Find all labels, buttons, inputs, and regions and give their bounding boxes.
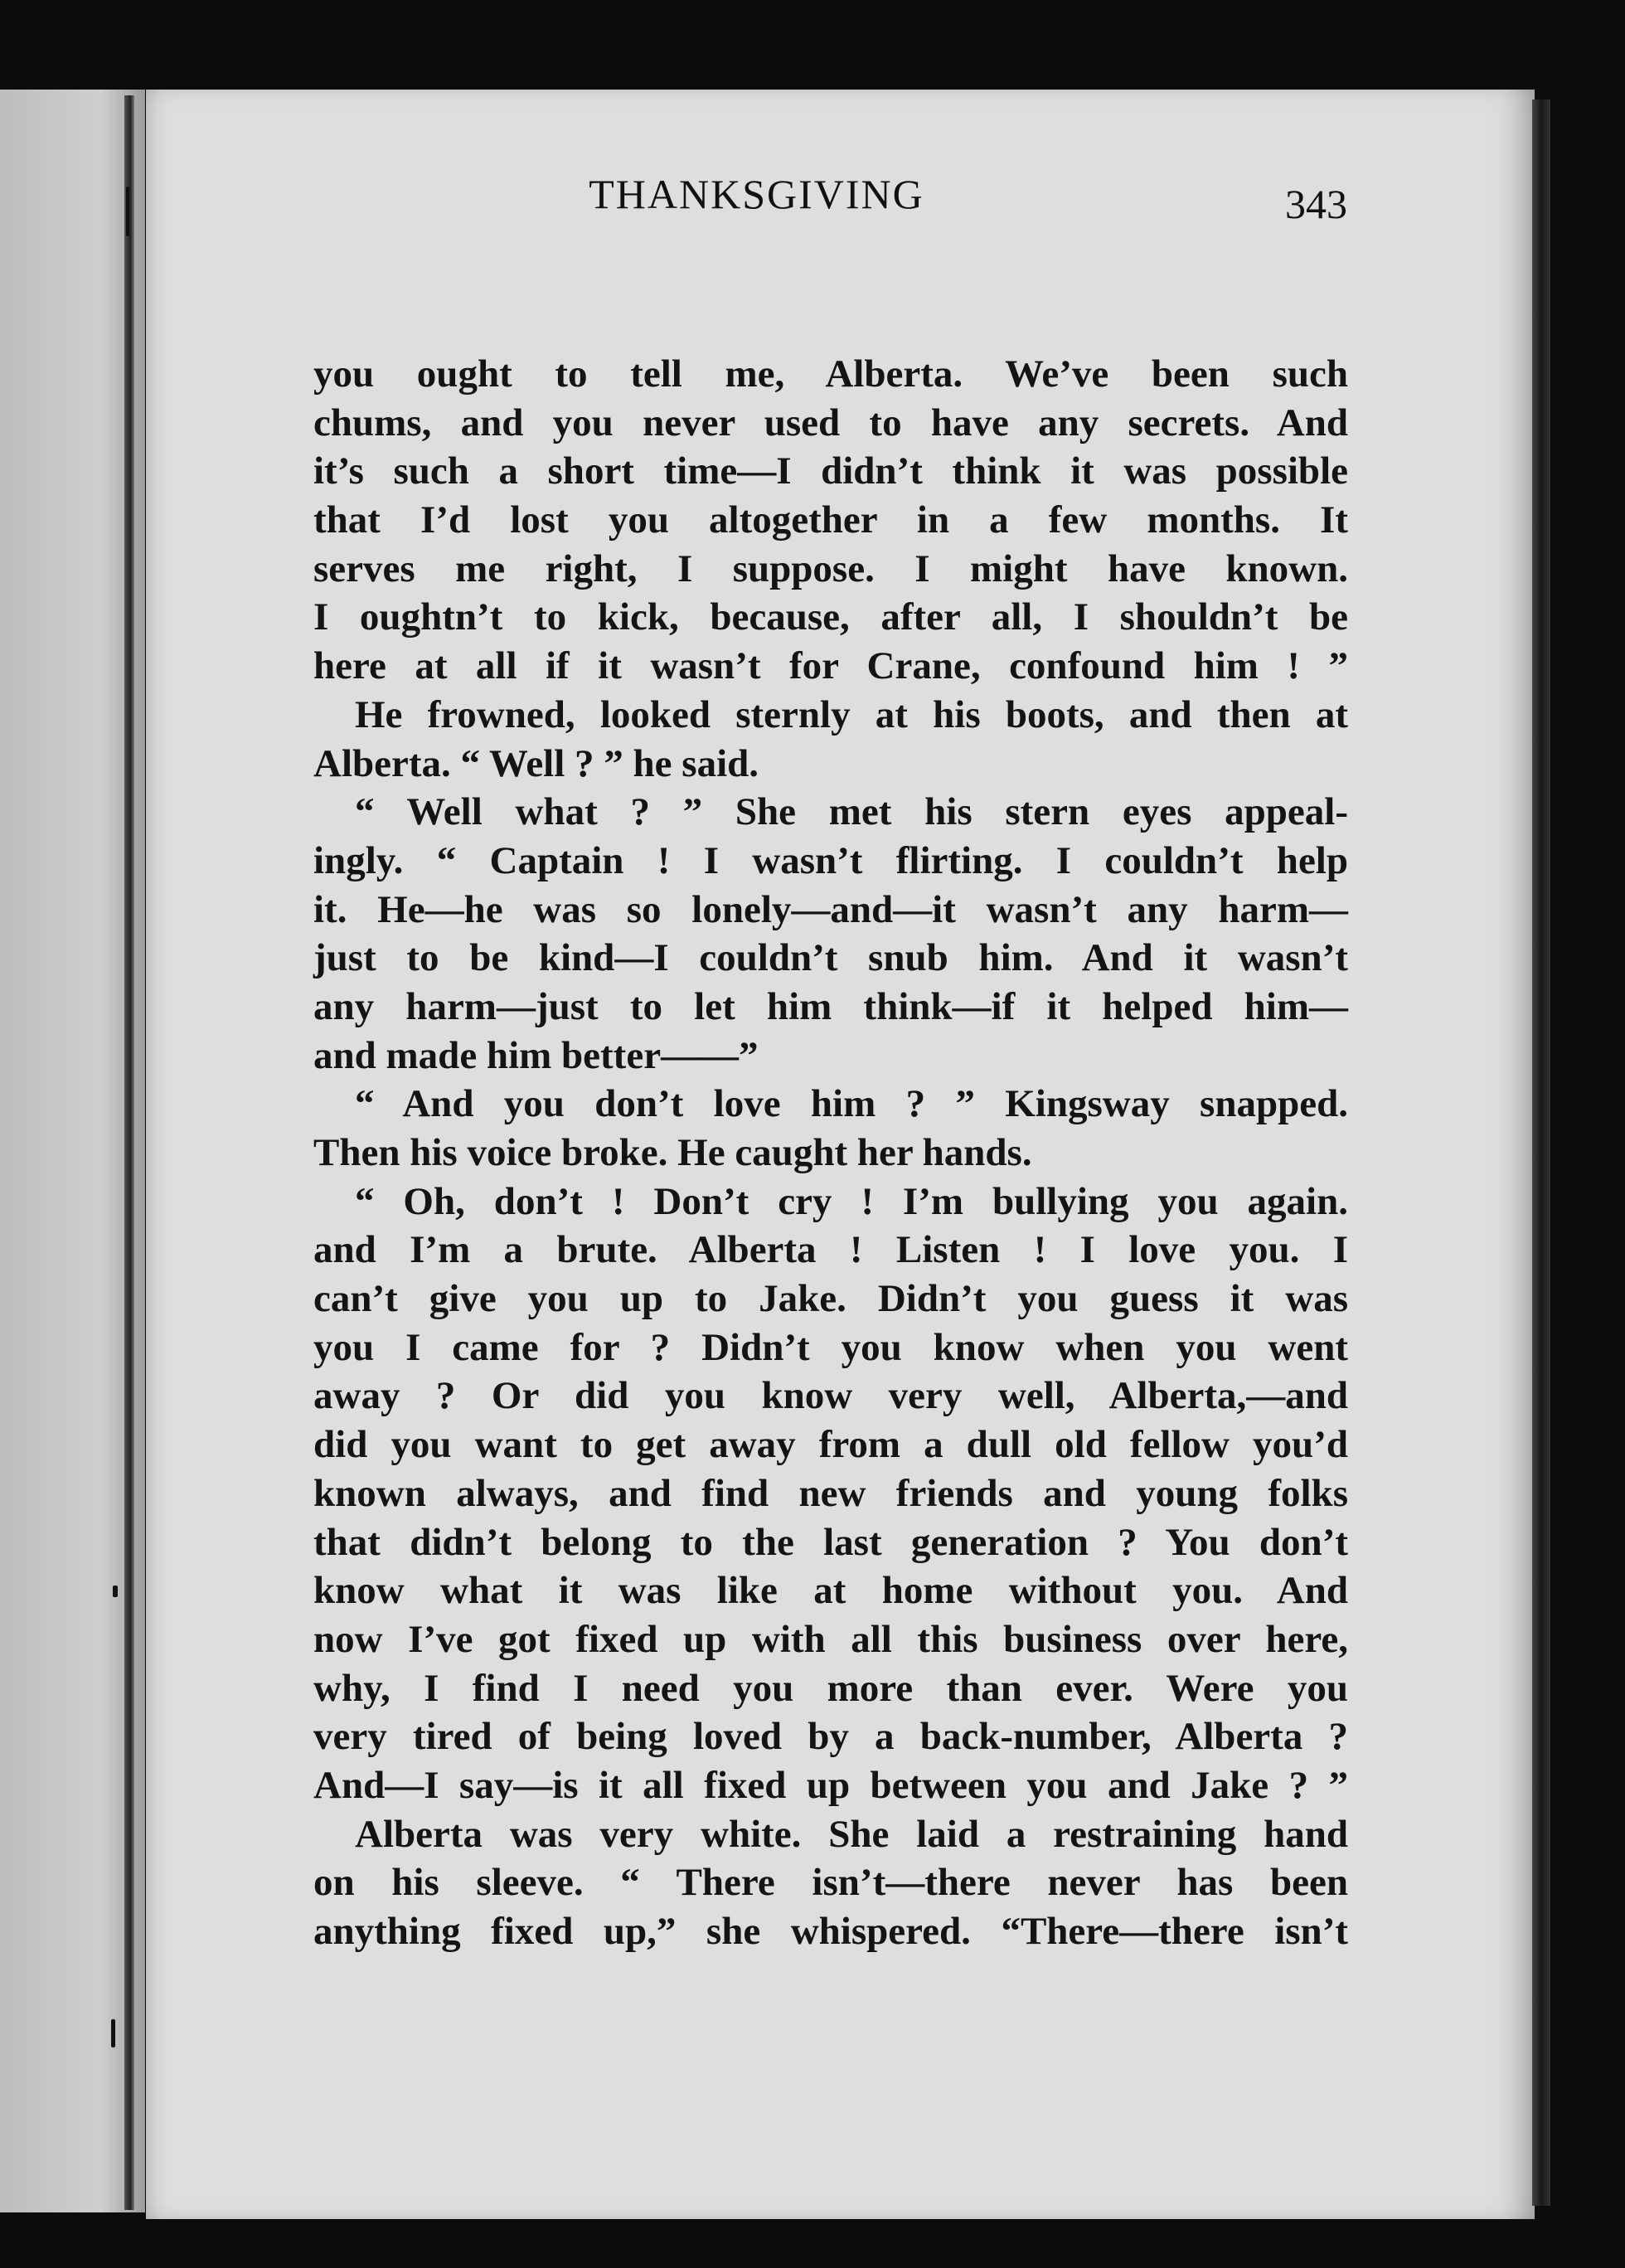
text-line: you I came for ? Didn’t you know when you went [313, 1325, 1348, 1369]
text-line: here at all if it wasn’t for Crane, confound him ! ” [313, 644, 1348, 688]
scan-speck [111, 2019, 115, 2047]
text-line: chums, and you never used to have any secrets. And [313, 401, 1348, 444]
text-line: away ? Or did you know very well, Alberta,—and [313, 1374, 1348, 1418]
text-line: it’s such a short time—I didn’t think it was possible [313, 449, 1348, 493]
text-line: now I’ve got fixed up with all this business over here, [313, 1617, 1348, 1661]
text-line: that didn’t belong to the last generation ? You don’t [313, 1520, 1348, 1564]
text-line: “ Oh, don’t ! Don’t cry ! I’m bullying you again. [355, 1179, 1348, 1223]
text-line: any harm—just to let him think—if it helped him— [313, 984, 1348, 1028]
facing-page-edge [0, 90, 145, 2212]
text-line: serves me right, I suppose. I might have known. [313, 546, 1348, 590]
running-head: THANKSGIVING [589, 171, 924, 217]
text-line: “ And you don’t love him ? ” Kingsway snapped. [355, 1082, 1348, 1126]
page-header [166, 170, 1347, 236]
text-line: known always, and find new friends and young folks [313, 1471, 1348, 1515]
text-line: and made him better——” [313, 1033, 759, 1077]
page-edge-shadow [1532, 100, 1550, 2206]
text-line: can’t give you up to Jake. Didn’t you guess it was [313, 1277, 1348, 1321]
page-number: 343 [1285, 181, 1347, 227]
book-gutter [124, 95, 134, 2210]
text-line: He frowned, looked sternly at his boots, and then at [355, 692, 1348, 736]
text-line: I oughtn’t to kick, because, after all, I shouldn’t be [313, 595, 1348, 639]
text-line: that I’d lost you altogether in a few months. It [313, 498, 1348, 542]
text-line: very tired of being loved by a back-number, Alberta ? [313, 1715, 1348, 1759]
text-line: know what it was like at home without you. And [313, 1569, 1348, 1613]
text-line: Alberta was very white. She laid a restraining hand [355, 1812, 1348, 1856]
text-line: ingly. “ Captain ! I wasn’t flirting. I couldn’t help [313, 838, 1348, 882]
text-line: on his sleeve. “ There isn’t—there never has been [313, 1861, 1348, 1905]
text-line: “ Well what ? ” She met his stern eyes appeal- [355, 790, 1348, 834]
text-line: And—I say—is it all fixed up between you and Jake ? ” [313, 1763, 1348, 1807]
text-line: Then his voice broke. He caught her hands. [313, 1131, 1032, 1174]
text-line: just to be kind—I couldn’t snub him. And it wasn’t [313, 936, 1348, 980]
body-text [313, 350, 1348, 1956]
scan-speck [113, 1586, 118, 1597]
text-line: and I’m a brute. Alberta ! Listen ! I love you. I [313, 1228, 1348, 1272]
scan-speck [126, 187, 129, 236]
text-line: why, I find I need you more than ever. Were you [313, 1666, 1348, 1710]
text-line: Alberta. “ Well ? ” he said. [313, 741, 759, 785]
text-line: it. He—he was so lonely—and—it wasn’t any harm— [313, 887, 1348, 931]
text-line: you ought to tell me, Alberta. We’ve been such [313, 352, 1348, 396]
text-line: anything fixed up,” she whispered. “There—there isn’t [313, 1910, 1348, 1953]
text-line: did you want to get away from a dull old fellow you’d [313, 1423, 1348, 1467]
